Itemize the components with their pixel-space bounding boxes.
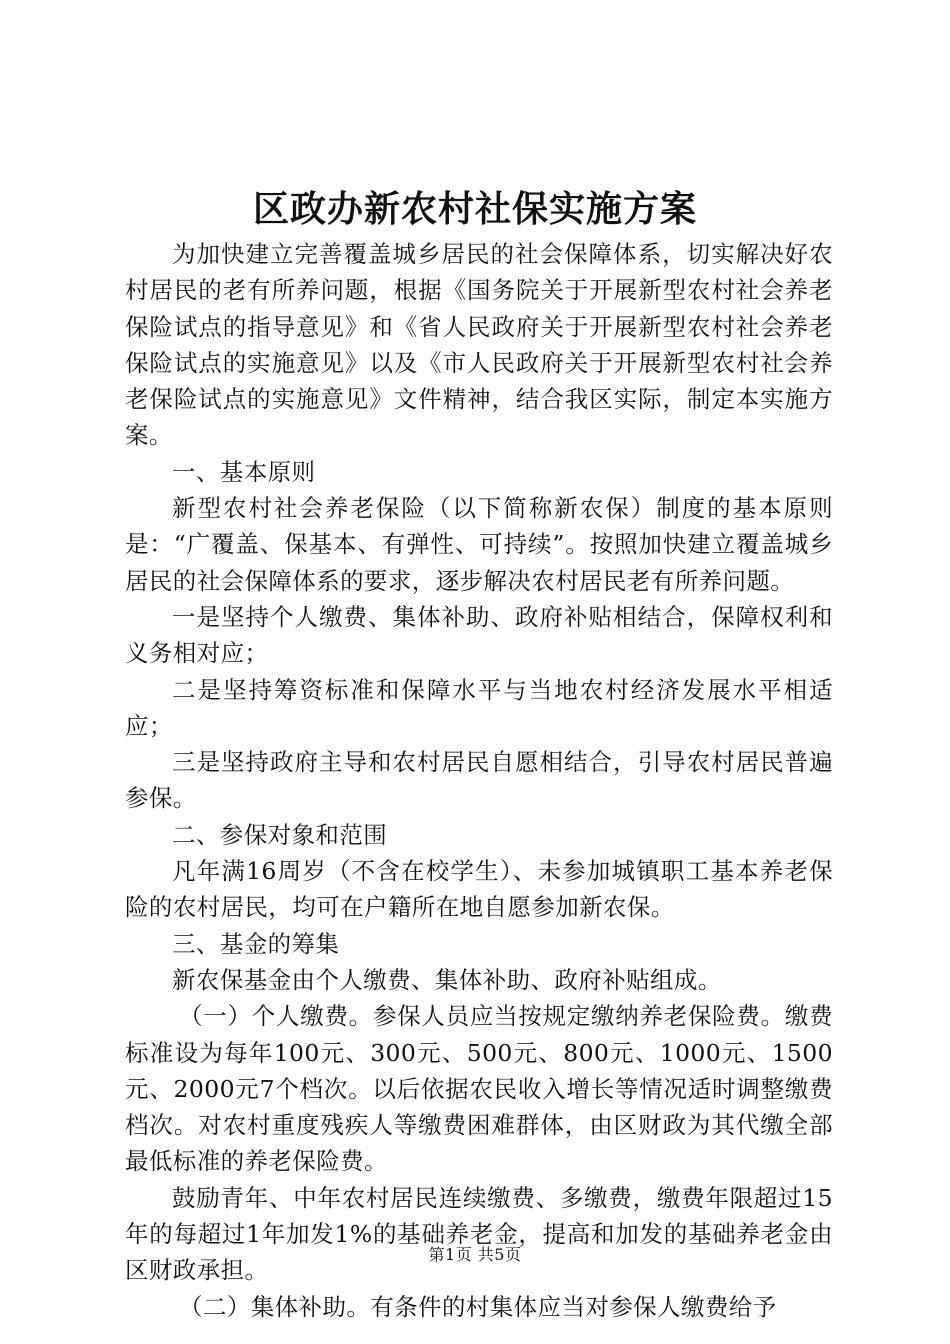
- page-number-footer: 第1页 共5页: [428, 1245, 522, 1264]
- fund-paragraph: 新农保基金由个人缴费、集体补助、政府补贴组成。: [172, 965, 722, 994]
- principles-paragraph: 新型农村社会养老保险（以下简称新农保）制度的基本原则是：“广覆盖、保基本、有弹性、可持续”。按照加快建立覆盖城乡居民的社会保障体系的要求，逐步解决农村居民老有所养问题。: [125, 494, 833, 595]
- collective-subsidy-paragraph: （二）集体补助。有条件的村集体应当对参保人缴费给予: [179, 1292, 777, 1321]
- principle-item-3: 三是坚持政府主导和农村居民自愿相结合，引导农村居民普遍参保。: [125, 748, 833, 813]
- section-heading-basic-principles: 一、基本原则: [172, 457, 316, 486]
- document-body: [125, 236, 833, 1325]
- principle-item-1: 一是坚持个人缴费、集体补助、政府补贴相结合，保障权利和义务相对应；: [125, 602, 833, 668]
- document-title: 区政办新农村社保实施方案: [252, 188, 697, 230]
- principle-item-2: 二是坚持筹资标准和保障水平与当地农村经济发展水平相适应；: [125, 675, 833, 740]
- intro-paragraph: 为加快建立完善覆盖城乡居民的社会保障体系，切实解决好农村居民的老有所养问题，根据《国务院关于开展新型农村社会养老保险试点的指导意见》和《省人民政府关于开展新型农村社会养老保险试点的实施意见》以及《市人民政府关于开展新型农村社会养老保险试点的实施意见》文件精神，结合我区实际，制定本实施方案。: [125, 240, 833, 450]
- section-heading-coverage: 二、参保对象和范围: [172, 820, 388, 849]
- encourage-payment-paragraph: 鼓励青年、中年农村居民连续缴费、多缴费，缴费年限超过15年的每超过1年加发1%的基础养老金，提高和加发的基础养老金由区财政承担。: [125, 1183, 833, 1285]
- individual-payment-paragraph: （一）个人缴费。参保人员应当按规定缴纳养老保险费。缴费标准设为每年100元、300元、500元、800元、1000元、1500元、2000元7个档次。以后依据农民收入增长等情况适时调整缴费档次。对农村重度残疾人等缴费困难群体，由区财政为其代缴全部最低标准的养老保险费。: [125, 1002, 833, 1176]
- section-heading-fund-raising: 三、基金的筹集: [172, 929, 340, 958]
- coverage-paragraph: 凡年满16周岁（不含在校学生）、未参加城镇职工基本养老保险的农村居民，均可在户籍所在地自愿参加新农保。: [125, 857, 833, 922]
